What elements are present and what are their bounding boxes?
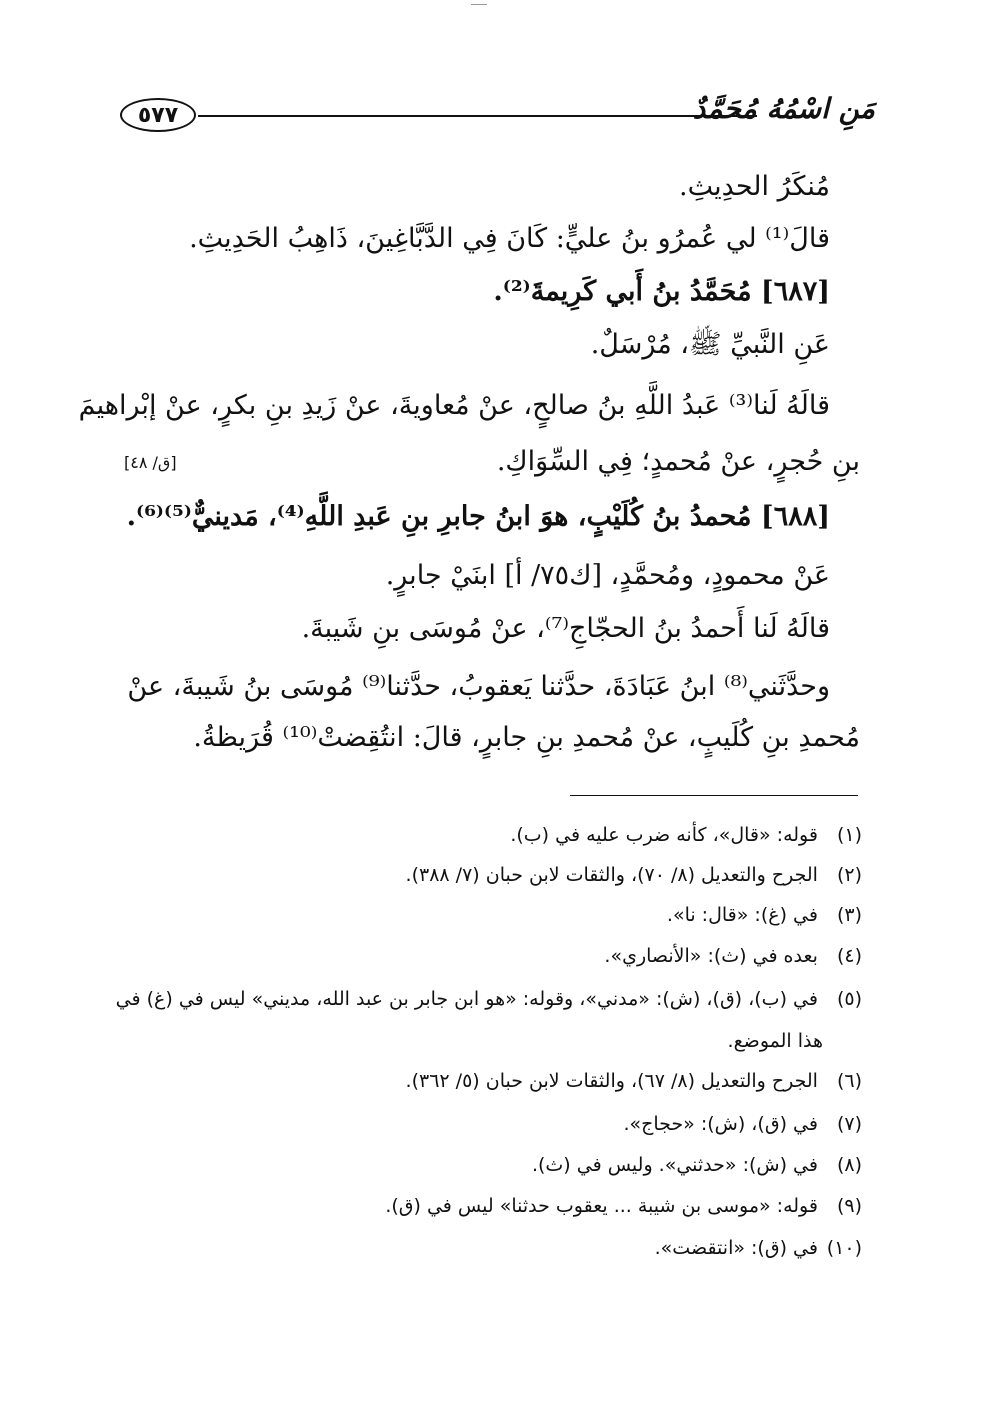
footnote-number: (١): [836, 824, 862, 846]
footnote-number: (٨): [836, 1154, 862, 1176]
scan-mark: [471, 4, 487, 5]
page-number: ٥٧٧: [120, 98, 196, 132]
marginal-note: [ق/ ٤٨]: [124, 453, 177, 472]
footnote-text: في (ب)، (ق)، (ش): «مدني»، وقوله: «هو ابن جابر بن عبد الله، مديني» ليس في (غ) في: [115, 988, 818, 1010]
body-line-10: وحدَّثَني⁽⁸⁾ ابنُ عَبَادَةَ، حدَّثنا يَعقوبُ، حدَّثنا⁽⁹⁾ مُوسَى بنُ شَيبةَ، عنْ: [127, 671, 830, 702]
footnote-3: [667, 906, 862, 925]
footnote-10: [655, 1239, 862, 1258]
footnote-text: قوله: «قال»، كأنه ضرب عليه في (ب).: [510, 824, 818, 846]
footnote-1: [510, 826, 862, 845]
footnote-text: في (ق): «انتقضت».: [654, 1237, 818, 1259]
page-header: [120, 92, 875, 142]
footnote-text: بعده في (ث): «الأنصاري».: [604, 945, 818, 967]
body-line-1: مُنكَرُ الحدِيثِ.: [679, 171, 830, 202]
body-line-2: قالَ⁽¹⁾ لي عُمرُو بنُ عليٍّ: كَانَ فِي الدَّبَّاغِينَ، ذَاهِبُ الحَدِيثِ.: [189, 223, 830, 254]
footnote-number: (٣): [836, 904, 862, 926]
footnote-8: [532, 1156, 862, 1175]
footnote-number: (٢): [836, 864, 862, 886]
footnote-text: قوله: «موسى بن شيبة ... يعقوب حدثنا» ليس في (ق).: [385, 1195, 818, 1217]
footnote-number: (٦): [836, 1070, 862, 1092]
footnote-text: الجرح والتعديل (٨/ ٧٠)، والثقات لابن حبان (٧/ ٣٨٨).: [405, 864, 818, 886]
entry-heading-687: [٦٨٧] مُحَمَّدُ بنُ أَبي كَرِيمةَ⁽²⁾.: [493, 276, 830, 307]
footnote-5: [116, 990, 862, 1009]
footnote-number: (٤): [836, 945, 862, 967]
footnote-9: [385, 1197, 862, 1216]
body-line-11: مُحمدِ بنِ كُلَيبٍ، عنْ مُحمدِ بنِ جابرٍ، قالَ: انتُقِضتْ⁽¹⁰⁾ قُرَيظةُ.: [193, 722, 860, 753]
footnote-number: (٥): [836, 988, 862, 1010]
footnote-4: [604, 947, 862, 966]
footnote-7: [623, 1115, 862, 1134]
footnote-5-continuation: هذا الموضع.: [727, 1030, 823, 1052]
footnote-number: (١٠): [826, 1237, 862, 1259]
running-title: مَنِ اسْمُهُ مُحَمَّدٌ: [692, 92, 875, 125]
footnote-text: في (غ): «قال: نا».: [666, 904, 818, 926]
header-rule: [198, 115, 757, 117]
footnote-number: (٧): [836, 1113, 862, 1135]
body-line-8: عَنْ محمودٍ، ومُحمَّدٍ، [ك٧٥/ أ] ابنَيْ جابرٍ.: [385, 560, 830, 591]
footnote-separator: [570, 795, 858, 796]
footnote-2: [406, 866, 862, 885]
footnote-text: في (ش): «حدثني». وليس في (ث).: [531, 1154, 818, 1176]
footnote-text: الجرح والتعديل (٨/ ٦٧)، والثقات لابن حبان (٥/ ٣٦٢).: [405, 1070, 818, 1092]
entry-heading-688: [٦٨٨] مُحمدُ بنُ كُلَيْبٍ، هوَ ابنُ جابرِ بنِ عَبدِ اللَّهِ⁽⁴⁾، مَدينيٌّ⁽⁵⁾⁽⁶⁾.: [126, 501, 830, 532]
footnote-number: (٩): [836, 1195, 862, 1217]
body-line-6: بنِ حُجرٍ، عنْ مُحمدٍ؛ فِي السِّوَاكِ.: [496, 446, 860, 477]
footnote-text: في (ق)، (ش): «حجاج».: [623, 1113, 818, 1135]
body-line-9: قالَهُ لَنا أَحمدُ بنُ الحجّاجِ⁽⁷⁾، عنْ مُوسَى بنِ شَيبةَ.: [301, 613, 830, 644]
body-line-5: قالَهُ لَنا⁽³⁾ عَبدُ اللَّهِ بنُ صالحٍ، عنْ مُعاويةَ، عنْ زَيدِ بنِ بكرٍ، عنْ إبْراهيمَ: [78, 390, 830, 421]
body-line-4: عَنِ النَّبيِّ ﷺ، مُرْسَلٌ.: [590, 329, 830, 360]
footnote-6: [406, 1072, 862, 1091]
